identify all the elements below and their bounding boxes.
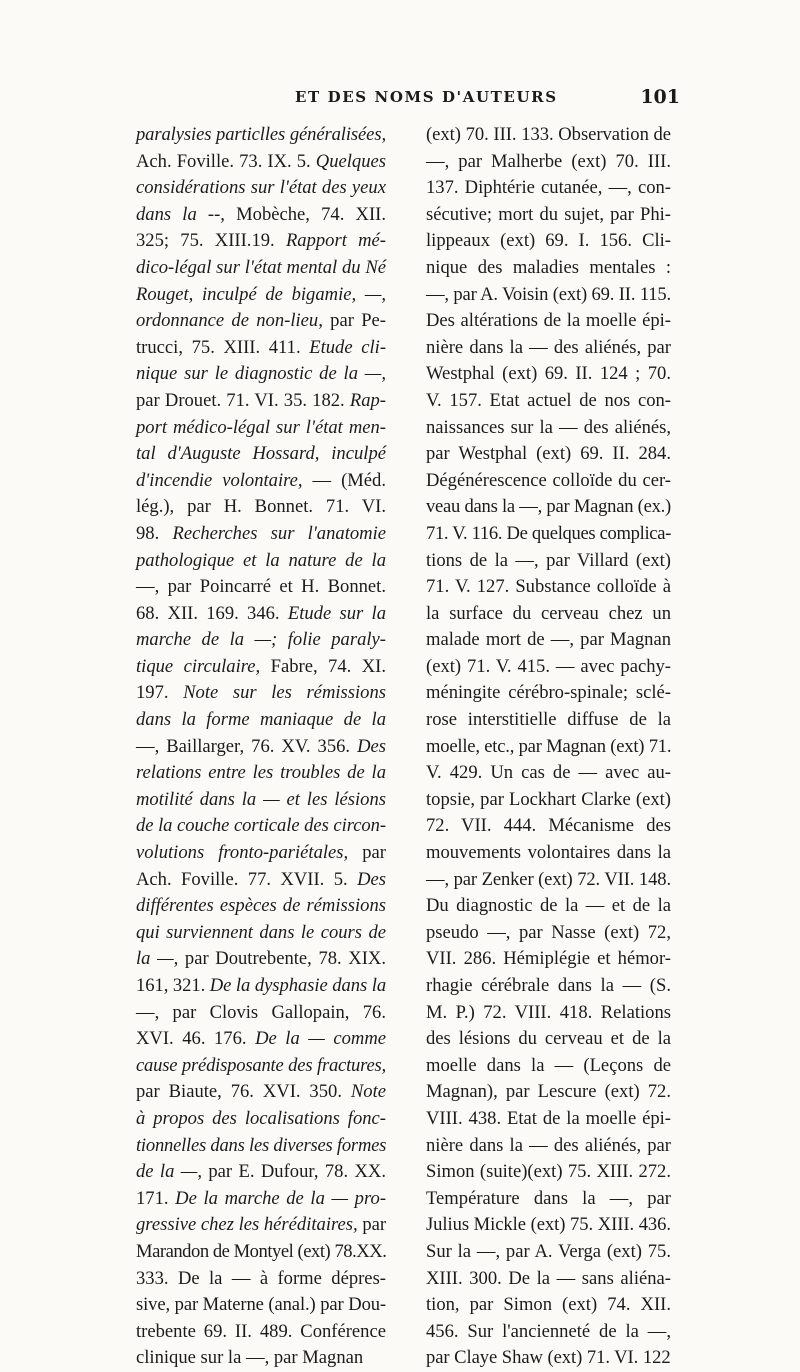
roman-run: 68. XII. 169. 346. — [136, 602, 288, 624]
text-line: M. P.) 72. VIII. 418. Relations — [426, 1001, 671, 1023]
italic-run: port médico-légal sur l'état men- — [136, 416, 386, 438]
text-line: Des altérations de la moelle épi- — [426, 310, 671, 332]
running-header — [120, 88, 680, 114]
text-line — [136, 1133, 386, 1160]
roman-run: — (Méd. — [312, 469, 386, 491]
text-line — [136, 335, 386, 362]
right-column — [426, 122, 671, 1372]
text-line — [136, 654, 386, 681]
text-line: —, par Zenker (ext) 72. VII. 148. — [426, 868, 671, 890]
text-line — [136, 1079, 386, 1106]
text-line: 71. V. 116. De quelques complica- — [426, 522, 671, 544]
text-line: Du diagnostic de la — et de la — [426, 895, 671, 917]
text-line: méningite cérébro-spinale; sclé- — [426, 682, 671, 704]
italic-run: la —, — [136, 948, 185, 970]
roman-run: Ach. Foville. 77. XVII. 5. — [136, 868, 358, 890]
text-line — [136, 1000, 386, 1027]
italic-run: Des — [357, 868, 386, 890]
text-line: rhagie cérébrale dans la — (S. — [426, 975, 671, 996]
text-line — [136, 1345, 386, 1372]
roman-run: Fabre, 74. XI. — [270, 655, 386, 677]
text-line — [136, 973, 386, 1000]
roman-run: sive, par Materne (anal.) par Dou- — [136, 1294, 386, 1316]
italic-run: considérations sur l'état des yeux — [136, 177, 386, 199]
text-line: VII. 286. Hémiplégie et hémor- — [426, 948, 671, 970]
running-title: ET DES NOMS D'AUTEURS — [295, 88, 558, 106]
text-line: naissances sur la — des aliénés, — [426, 416, 671, 438]
italic-run: différentes espèces de rémissions — [136, 895, 386, 917]
italic-run: tal d'Auguste Hossard, inculpé — [136, 443, 386, 465]
italic-run: De la marche de la — pro- — [175, 1187, 387, 1209]
italic-run: Etude sur la — [287, 602, 386, 624]
text-line — [136, 680, 386, 707]
text-line: V. 157. Etat actuel de nos con- — [426, 389, 671, 411]
text-line — [136, 787, 386, 814]
text-line — [136, 521, 386, 548]
italic-run: dans la --, — [136, 203, 237, 225]
text-line — [136, 308, 386, 335]
italic-run: Quelques — [315, 150, 386, 172]
italic-run: Note — [350, 1081, 386, 1103]
text-line: des lésions du cerveau et de la — [426, 1028, 671, 1050]
text-line — [136, 202, 386, 229]
roman-run: 161, 321. — [136, 975, 210, 996]
italic-run: à propos des localisations fonc- — [136, 1107, 386, 1129]
text-line: pseudo —, par Nasse (ext) 72, — [426, 921, 671, 943]
text-line: 137. Diphtérie cutanée, —, con- — [426, 177, 671, 199]
text-line: veau dans la —, par Magnan (ex.) — [426, 496, 671, 518]
italic-run: de la couche corticale des circon- — [136, 815, 386, 837]
text-line: —, par A. Voisin (ext) 69. II. 115. — [426, 283, 671, 305]
text-line: mouvements volontaires dans la — [426, 842, 671, 864]
text-line — [136, 574, 386, 601]
text-line: topsie, par Lockhart Clarke (ext) — [426, 788, 671, 810]
italic-run: Recherches sur l'anatomie — [172, 522, 387, 544]
text-line — [136, 601, 386, 628]
italic-run: paralysies particlles généralisées, — [136, 124, 386, 145]
text-line — [136, 707, 386, 734]
page-number: 101 — [640, 86, 680, 108]
roman-run: 98. — [136, 522, 173, 544]
text-line — [136, 388, 386, 415]
text-line — [136, 867, 386, 894]
roman-run: Mobèche, 74. XII. — [236, 203, 386, 225]
italic-run: gressive chez les héréditaires, — [136, 1214, 363, 1236]
text-line: sécutive; mort du sujet, par Phi- — [426, 203, 671, 225]
text-line — [136, 920, 386, 947]
italic-run: Etude cli- — [309, 336, 387, 358]
text-line: lippeaux (ext) 69. I. 156. Cli- — [426, 230, 671, 252]
text-line — [136, 813, 386, 840]
italic-run: volutions fronto-pariétales, — [136, 842, 363, 864]
italic-run: dans la forme maniaque de la — [136, 709, 386, 731]
text-line: Westphal (ext) 69. II. 124 ; 70. — [426, 363, 671, 385]
italic-run: tionnelles dans les diverses formes — [136, 1134, 387, 1156]
italic-run: de la —, — [136, 1161, 209, 1183]
roman-run: 325; 75. XIII.19. — [136, 230, 286, 252]
text-line: 456. Sur l'ancienneté de la —, — [426, 1320, 671, 1342]
text-line — [136, 494, 386, 521]
text-line: nière dans la — des aliénés, par — [426, 1134, 671, 1156]
text-line — [136, 149, 386, 176]
roman-run: trebente 69. II. 489. Conférence — [136, 1320, 386, 1342]
roman-run: par Doutrebente, 78. XIX. — [184, 948, 387, 970]
text-line — [136, 361, 386, 388]
text-line — [136, 415, 386, 442]
text-line — [136, 734, 386, 761]
text-line — [136, 548, 386, 575]
text-line: Simon (suite)(ext) 75. XIII. 272. — [426, 1161, 671, 1183]
text-line: (ext) 70. III. 133. Observation de — [426, 124, 671, 145]
italic-run: d'incendie volontaire, — [136, 469, 313, 491]
text-line — [136, 1053, 386, 1080]
roman-run: par Biaute, 76. XVI. 350. — [136, 1081, 351, 1103]
roman-run: 197. — [136, 682, 184, 704]
text-line — [136, 1026, 386, 1053]
roman-run: 171. — [136, 1187, 176, 1209]
roman-run: —, par Poincarré et H. Bonnet. — [136, 576, 386, 598]
text-line — [136, 1106, 386, 1133]
text-line: —, par Malherbe (ext) 70. III. — [426, 150, 671, 172]
text-line — [136, 122, 386, 149]
italic-run: Rap- — [349, 389, 386, 411]
text-line — [136, 1292, 386, 1319]
text-line — [136, 1319, 386, 1346]
text-line — [136, 1159, 386, 1186]
text-line: tion, par Simon (ext) 74. XII. — [426, 1294, 671, 1316]
text-line: moelle, etc., par Magnan (ext) 71. — [426, 735, 672, 757]
text-line — [136, 255, 386, 282]
text-line: par Westphal (ext) 69. II. 284. — [426, 443, 671, 465]
text-line — [136, 946, 386, 973]
roman-run: trucci, 75. XIII. 411. — [136, 336, 310, 358]
text-line: (ext) 71. V. 415. — avec pachy- — [426, 655, 671, 677]
text-line: rose interstitielle diffuse de la — [426, 709, 671, 731]
italic-run: ordonnance de non-lieu, — [136, 310, 331, 332]
roman-run: Ach. Foville. 73. IX. 5. — [136, 150, 316, 172]
text-line — [136, 893, 386, 920]
text-line — [136, 1212, 386, 1239]
text-line: nique des maladies mentales : — [426, 256, 671, 278]
text-line — [136, 228, 386, 255]
text-line: par Claye Shaw (ext) 71. VI. 122 — [426, 1347, 671, 1369]
italic-run: relations entre les troubles de la — [136, 762, 386, 784]
text-line: V. 429. Un cas de — avec au- — [426, 762, 671, 784]
roman-run: par — [362, 1214, 387, 1236]
italic-run: motilité dans la — et les lésions — [136, 788, 386, 810]
roman-run: —, Baillarger, 76. XV. 356. — [136, 735, 358, 757]
text-line — [136, 1239, 386, 1266]
roman-run: lég.), par H. Bonnet. 71. VI. — [136, 496, 386, 518]
italic-run: dico-légal sur l'état mental du Né — [136, 256, 386, 278]
text-line: la surface du cerveau chez un — [426, 602, 671, 624]
text-line — [136, 175, 386, 202]
text-line: Magnan), par Lescure (ext) 72. — [426, 1081, 671, 1103]
italic-run: Rouget, inculpé de bigamie, —, — [136, 283, 386, 305]
text-line — [136, 441, 386, 468]
text-line: Julius Mickle (ext) 75. XIII. 436. — [426, 1214, 671, 1236]
italic-run: cause prédisposante des fractures, — [136, 1054, 386, 1076]
text-line — [136, 468, 386, 495]
roman-run: clinique sur la —, par Magnan — [136, 1347, 364, 1369]
roman-run: XVI. 46. 176. — [136, 1028, 256, 1050]
italic-run: Des — [357, 735, 386, 757]
text-line: malade mort de —, par Magnan — [426, 629, 671, 651]
roman-run: par Drouet. 71. VI. 35. 182. — [136, 389, 350, 411]
italic-run: tique circulaire, — [136, 655, 271, 677]
roman-run: par — [362, 842, 386, 864]
roman-run: Marandon de Montyel (ext) 78.XX. — [136, 1240, 387, 1262]
text-line — [136, 840, 386, 867]
italic-run: marche de la —; folie paraly- — [136, 629, 386, 651]
text-line — [136, 1186, 386, 1213]
italic-run: De la — comme — [255, 1028, 386, 1050]
text-line: XIII. 300. De la — sans aliéna- — [426, 1267, 671, 1289]
text-line — [136, 282, 386, 309]
text-line: nière dans la — des aliénés, par — [426, 336, 671, 358]
text-line: 72. VII. 444. Mécanisme des — [426, 815, 671, 837]
italic-run: qui surviennent dans le cours de — [136, 921, 386, 943]
text-line: Dégénérescence colloïde du cer- — [426, 469, 671, 491]
text-line: moelle dans la — (Leçons de — [426, 1054, 671, 1076]
italic-run: Rapport mé- — [285, 230, 387, 252]
text-line: VIII. 438. Etat de la moelle épi- — [426, 1107, 671, 1129]
roman-run: par E. Dufour, 78. XX. — [208, 1161, 386, 1183]
italic-run: De la dysphasie dans la — [209, 975, 387, 996]
roman-run: 333. De la — à forme dépres- — [136, 1267, 386, 1289]
text-line — [136, 627, 386, 654]
italic-run: Note sur les rémissions — [183, 682, 387, 704]
text-line: Sur la —, par A. Verga (ext) 75. — [426, 1240, 671, 1262]
italic-run: pathologique et la nature de la — [136, 549, 386, 571]
roman-run: —, par Clovis Gallopain, 76. — [136, 1001, 386, 1023]
text-line: tions de la —, par Villard (ext) — [426, 549, 671, 571]
italic-run: nique sur le diagnostic de la —, — [136, 363, 386, 385]
roman-run: par Pe- — [330, 310, 386, 332]
text-line: 71. V. 127. Substance colloïde à — [426, 576, 671, 598]
text-line: Température dans la —, par — [426, 1187, 671, 1209]
text-line — [136, 760, 386, 787]
left-column — [136, 122, 386, 1372]
